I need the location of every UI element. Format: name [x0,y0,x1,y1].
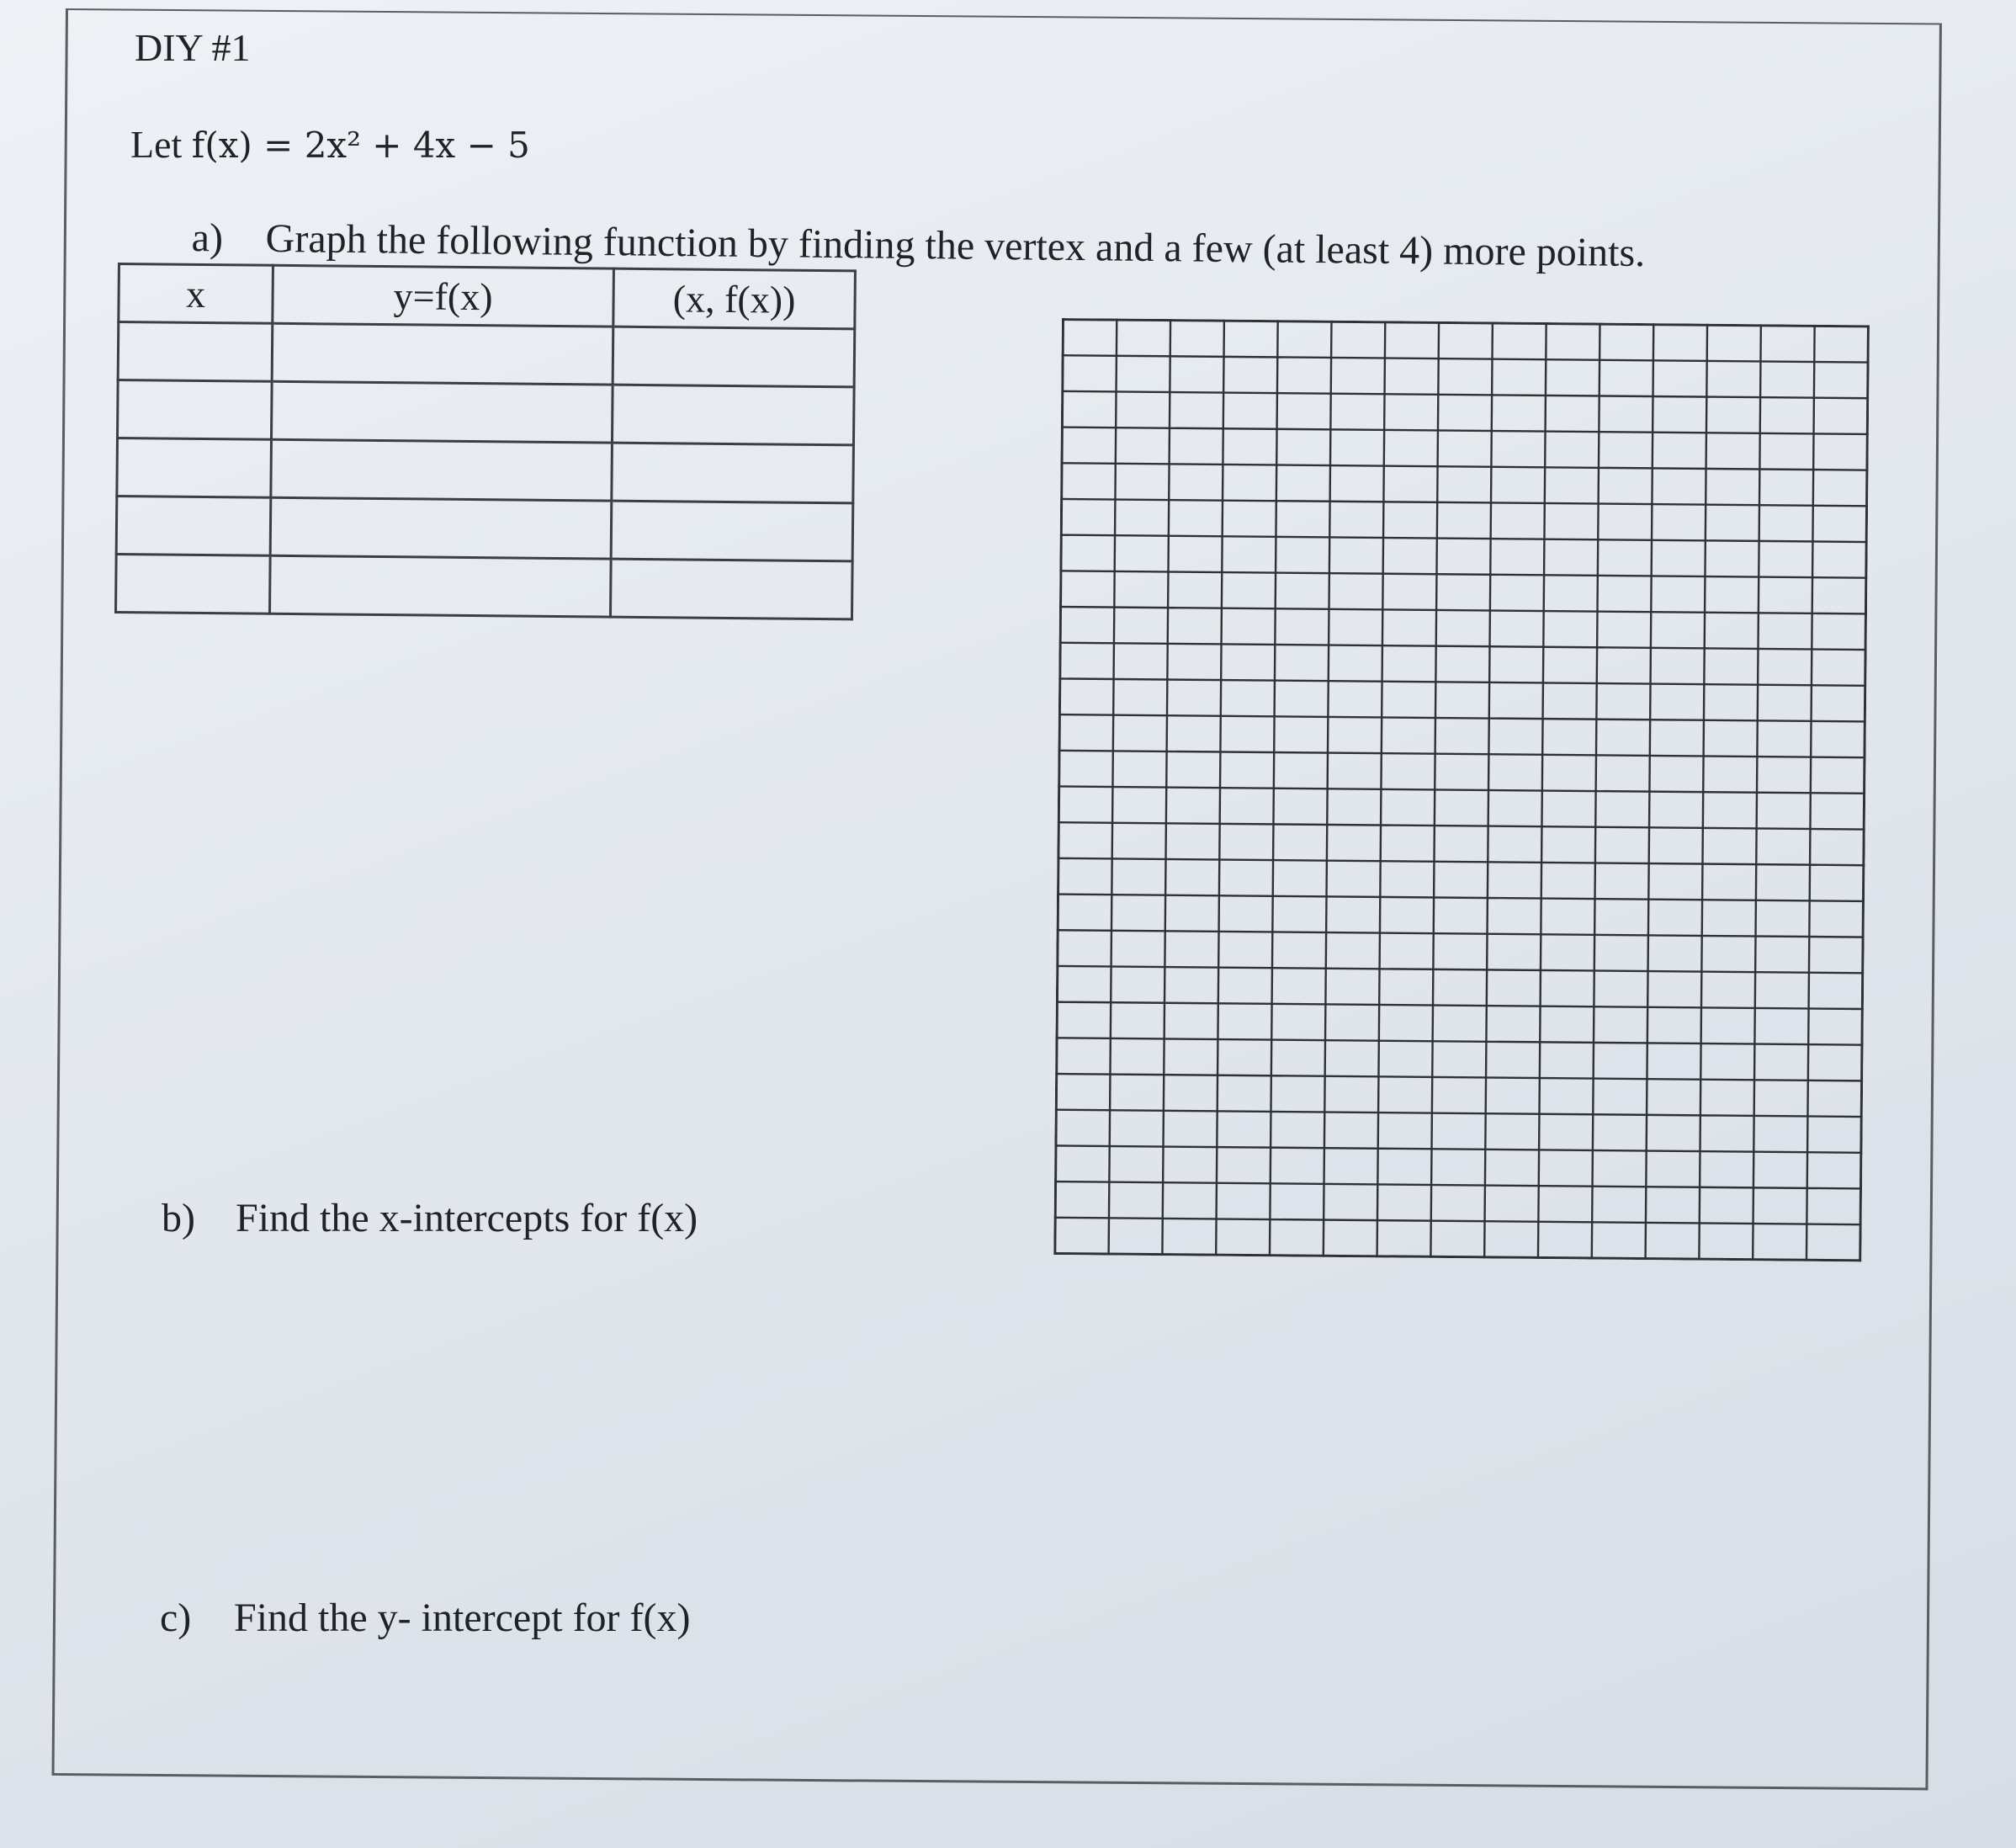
table-cell[interactable] [116,497,271,556]
grid-line-horizontal [1058,751,1866,757]
grid-line-horizontal [1056,966,1864,973]
grid-line-horizontal [1056,1002,1864,1009]
table-row [117,438,854,503]
part-c-label: c) [160,1596,192,1640]
grid-line-horizontal [1058,786,1865,793]
grid-line-horizontal [1062,355,1870,362]
table-row [116,497,853,561]
part-b-text: Find the x-intercepts for f(x) [236,1196,698,1240]
grid-line-horizontal [1059,643,1867,650]
grid-line-horizontal [1060,535,1868,542]
grid-line-horizontal [1058,822,1865,829]
graph-grid-lines [1053,318,1870,1261]
grid-line-horizontal [1054,1218,1862,1224]
table-cell[interactable] [118,322,273,382]
grid-line-horizontal [1059,571,1867,577]
grid-line-horizontal [1060,499,1868,506]
table-row [118,322,855,387]
values-table-header [119,264,856,329]
part-c-text: Find the y- intercept for f(x) [234,1596,691,1640]
table-cell[interactable] [271,439,613,501]
part-a-text: Graph the following function by finding the vertex and a few (at least 4) more points. [265,215,1646,276]
graph-grid[interactable] [1053,318,1870,1261]
grid-line-horizontal [1057,930,1865,937]
table-cell[interactable] [612,443,854,503]
grid-line-horizontal [1059,607,1867,613]
table-cell[interactable] [270,497,612,559]
worksheet-title: DIY #1 [135,26,251,69]
table-cell[interactable] [272,323,613,385]
grid-line-horizontal [1058,678,1866,685]
grid-line-horizontal [1054,1182,1862,1188]
values-table [114,263,857,620]
grid-line-horizontal [1057,858,1865,865]
function-expression: f(x) = 2x² + 4x − 5 [191,125,530,166]
table-cell[interactable] [611,501,853,561]
function-prefix: Let [130,123,192,166]
function-definition [130,122,530,167]
part-b-label: b) [162,1196,195,1240]
table-cell[interactable] [613,327,855,387]
table-cell[interactable] [610,559,852,619]
table-cell[interactable] [116,554,271,613]
part-b-question [162,1195,698,1241]
grid-line-horizontal [1058,714,1866,721]
grid-line-horizontal [1054,1145,1862,1152]
grid-line-horizontal [1061,391,1869,398]
grid-line-horizontal [1055,1074,1863,1081]
header-x: x [119,264,273,324]
table-row [117,380,854,445]
grid-line-horizontal [1060,463,1868,470]
grid-line-horizontal [1057,895,1865,901]
grid-line-horizontal [1055,1110,1863,1117]
table-cell[interactable] [270,555,612,617]
grid-line-horizontal [1056,1038,1864,1044]
table-cell[interactable] [117,380,272,440]
table-cell[interactable] [612,385,854,445]
header-point: (x, f(x)) [613,268,856,329]
table-cell[interactable] [117,438,272,498]
part-c-question [160,1595,690,1641]
table-row [116,554,853,619]
grid-line-horizontal [1061,427,1869,434]
part-a-label: a) [191,215,224,261]
table-cell[interactable] [271,381,613,443]
header-y: y=f(x) [273,265,614,327]
